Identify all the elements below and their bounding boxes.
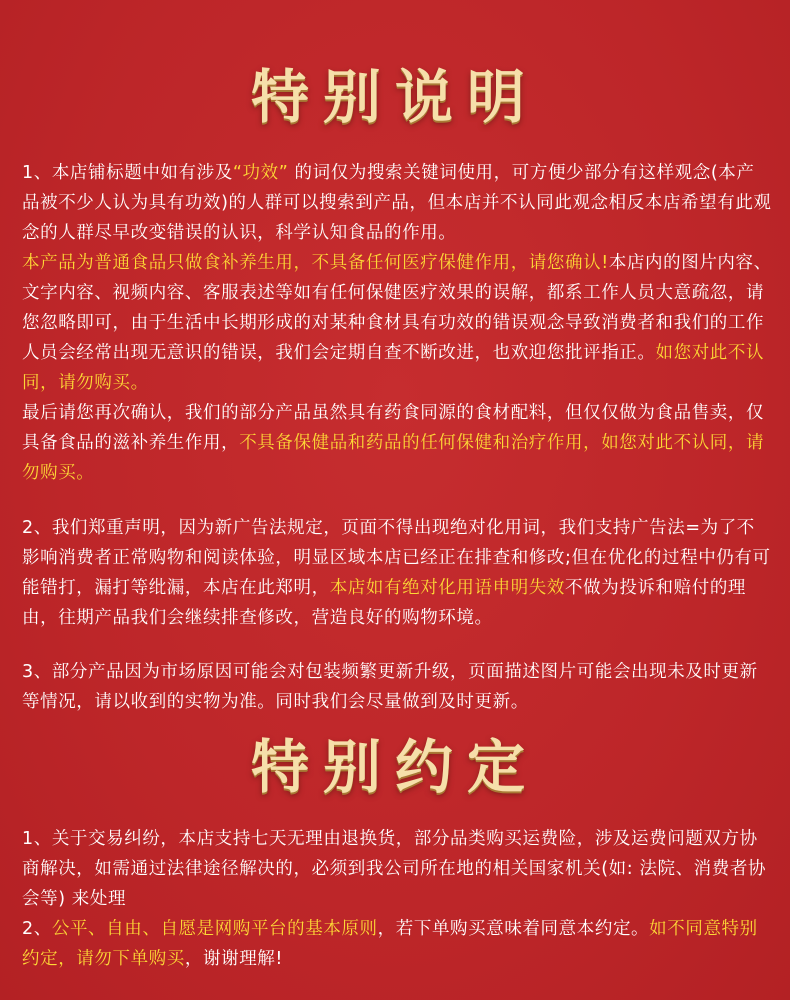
notice-3-text: 3、部分产品因为市场原因可能会对包装频繁更新升级，页面描述图片可能会出现未及时更新等情况，请以收到的实物为准。同时我们会尽量做到及时更新。 xyxy=(22,662,758,712)
notice-1-text-a: 1、本店铺标题中如有涉及 xyxy=(22,163,233,183)
agreement-1-text: 1、关于交易纠纷，本店支持七天无理由退换货，部分品类购买运费险，涉及运费问题双方协商解决，如需通过法律途径解决的，必须到我公司所在地的相关国家机关(如: 法院、消费者协会等) 来处理 xyxy=(22,829,767,909)
notice-1-text-d: 最后请您再次确认，我们的部分产品虽然具有药食同源的食材配料，但仅仅做为食品售卖，仅具备食品的滋补养生作用， xyxy=(22,403,765,453)
notice-1-highlight-1: 本产品为普通食品只做食补养生用，不具备任何医疗保健作用，请您确认! xyxy=(22,253,609,273)
notice-2-text-b: 不做为投诉和赔付的理由，往期产品我们会继续排查修改，营造良好的购物环境。 xyxy=(22,578,747,628)
agreement-items xyxy=(22,824,772,974)
notice-1-text-b: 的词仅为搜索关键词使用，可方便少部分有这样观念(本产品被不少人认为具有功效)的人群可以搜索到产品，但本店并不认同此观念相反本店希望有此观念的人群尽早改变错误的认识，科学认知食品的作用。 xyxy=(22,163,772,243)
agreement-2-highlight-2: 如不同意特别约定，请勿下单购买 xyxy=(22,919,758,969)
notice-1-keyword: “功效” xyxy=(232,163,289,183)
notice-1-highlight-2: 如您对此不认同，请勿购买。 xyxy=(22,343,765,393)
special-agreement-title: 特别约定 xyxy=(250,733,539,801)
agreement-2-prefix: 2、 xyxy=(22,919,52,939)
notice-1-highlight-3: 不具备保健品和药品的任何保健和治疗作用，如您对此不认同，请勿购买。 xyxy=(22,433,765,483)
agreement-2-text-c: ，谢谢理解! xyxy=(184,949,284,969)
notice-2-text-a: 2、我们郑重声明，因为新广告法规定，页面不得出现绝对化用词，我们支持广告法=为了不影响消费者正常购物和阅读体验，明显区域本店已经正在排查和修改;但在优化的过程中仍有可能错打，漏打等纰漏，本店在此郑明， xyxy=(22,518,771,598)
special-notice-title: 特别说明 xyxy=(250,63,539,131)
notice-item-1 xyxy=(22,158,772,488)
notice-item-3 xyxy=(22,657,772,717)
agreement-2-highlight-1: 公平、自由、自愿是网购平台的基本原则 xyxy=(51,919,378,939)
notice-item-2 xyxy=(22,513,772,633)
notice-2-highlight: 本店如有绝对化用语申明失效 xyxy=(329,578,566,598)
agreement-2-text-b: ，若下单购买意味着同意本约定。 xyxy=(377,919,650,939)
notice-1-text-c: 本店内的图片内容、文字内容、视频内容、客服表述等如有任何保健医疗效果的误解，都系工作人员大意疏忽，请您忽略即可，由于生活中长期形成的对某种食材具有功效的错误观念导致消费者和我们的工作人员会经常出现无意识的错误，我们会定期自查不断改进，也欢迎您批评指正。 xyxy=(22,253,772,363)
